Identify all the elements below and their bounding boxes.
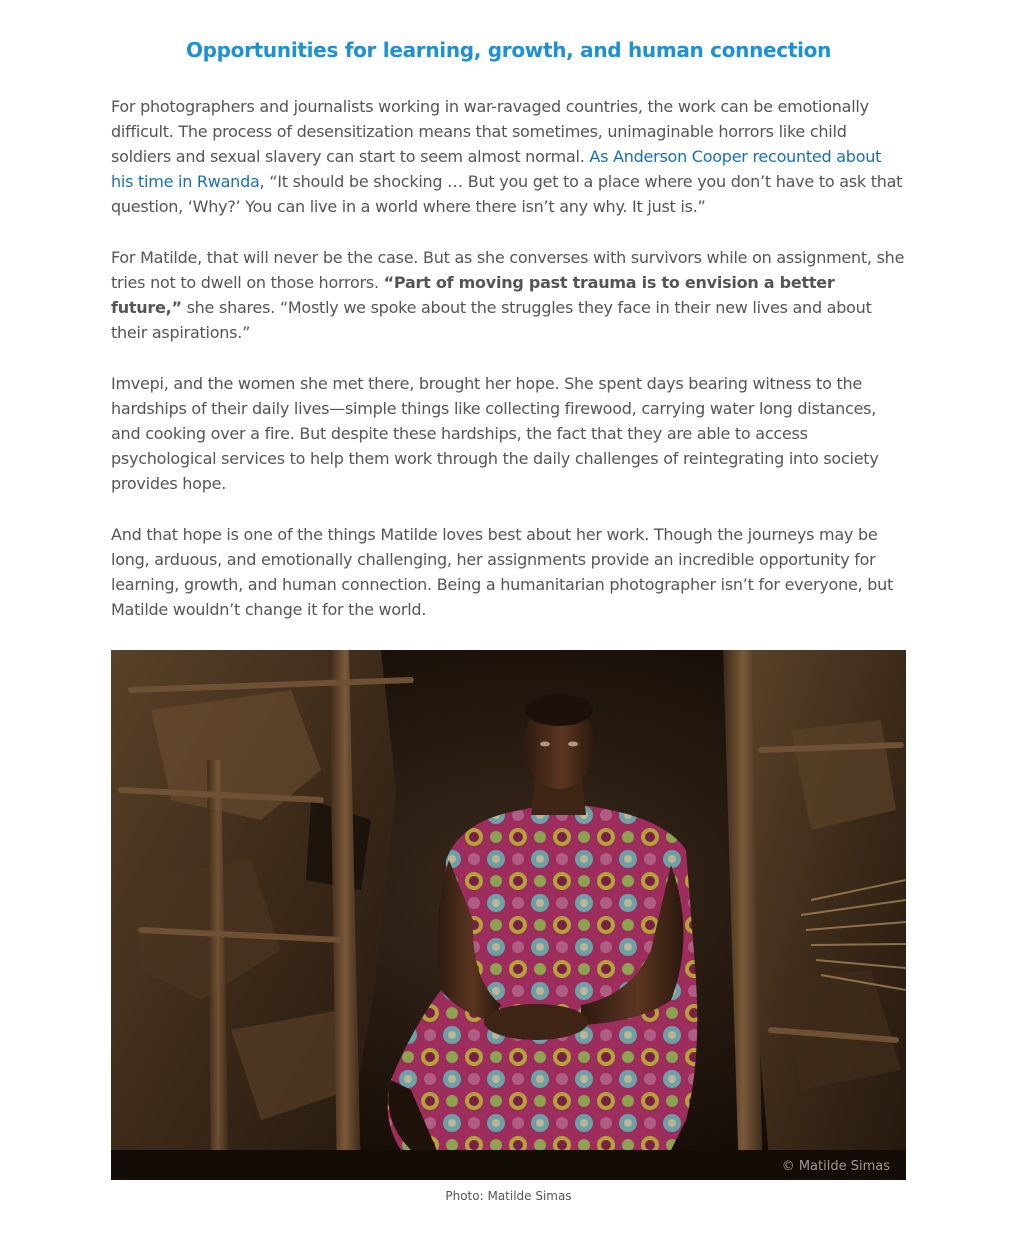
paragraph-1 xyxy=(111,94,906,219)
paragraph-1-text-start: For photographers and journalists working in war-ravaged countries, the work can be emotionally difficult. The process of desensitization means that sometimes, unimaginable horrors like child soldiers and sexual slavery can start to seem almost normal. xyxy=(111,97,869,166)
paragraph-3: Imvepi, and the women she met there, brought her hope. She spent days bearing witness to the hardships of their daily lives—simple things like collecting firewood, carrying water long distances, and cooking over a fire. But despite these hardships, the fact that they are able to access psychological services to help them work through the daily challenges of reintegrating into society provides hope. xyxy=(111,374,879,493)
article-body xyxy=(111,36,906,698)
anderson-cooper-link[interactable]: As Anderson Cooper recounted about his time in Rwanda xyxy=(111,147,882,191)
paragraph-2-text-end: she shares. “Mostly we spoke about the struggles they face in their new lives and about their aspirations.” xyxy=(111,298,872,342)
portrait-photo-illustration xyxy=(111,650,906,1180)
section-heading: Opportunities for learning, growth, and human connection xyxy=(185,38,832,62)
paragraph-2-text-start: For Matilde, that will never be the case. But as she converses with survivors while on assignment, she tries not to dwell on those horrors. xyxy=(111,248,905,292)
photo-caption: Photo: Matilde Simas xyxy=(445,1189,572,1203)
paragraph-4: And that hope is one of the things Matilde loves best about her work. Though the journeys may be long, arduous, and emotionally challenging, her assignments provide an incredible opportunity for learning, growth, and human connection. Being a humanitarian photographer isn’t for everyone, but Matilde wouldn’t change it for the world. xyxy=(111,525,894,619)
photo-watermark: © Matilde Simas xyxy=(781,1159,890,1174)
paragraph-1-text-end: , “It should be shocking … But you get to a place where you don’t have to ask that question, ‘Why?’ You can live in a world where there isn’t any why. It just is.” xyxy=(111,172,903,216)
pull-quote-bold: “Part of moving past trauma is to envision a better future,” xyxy=(111,273,835,317)
portrait-photo xyxy=(111,650,906,1180)
paragraph-2 xyxy=(111,245,906,345)
